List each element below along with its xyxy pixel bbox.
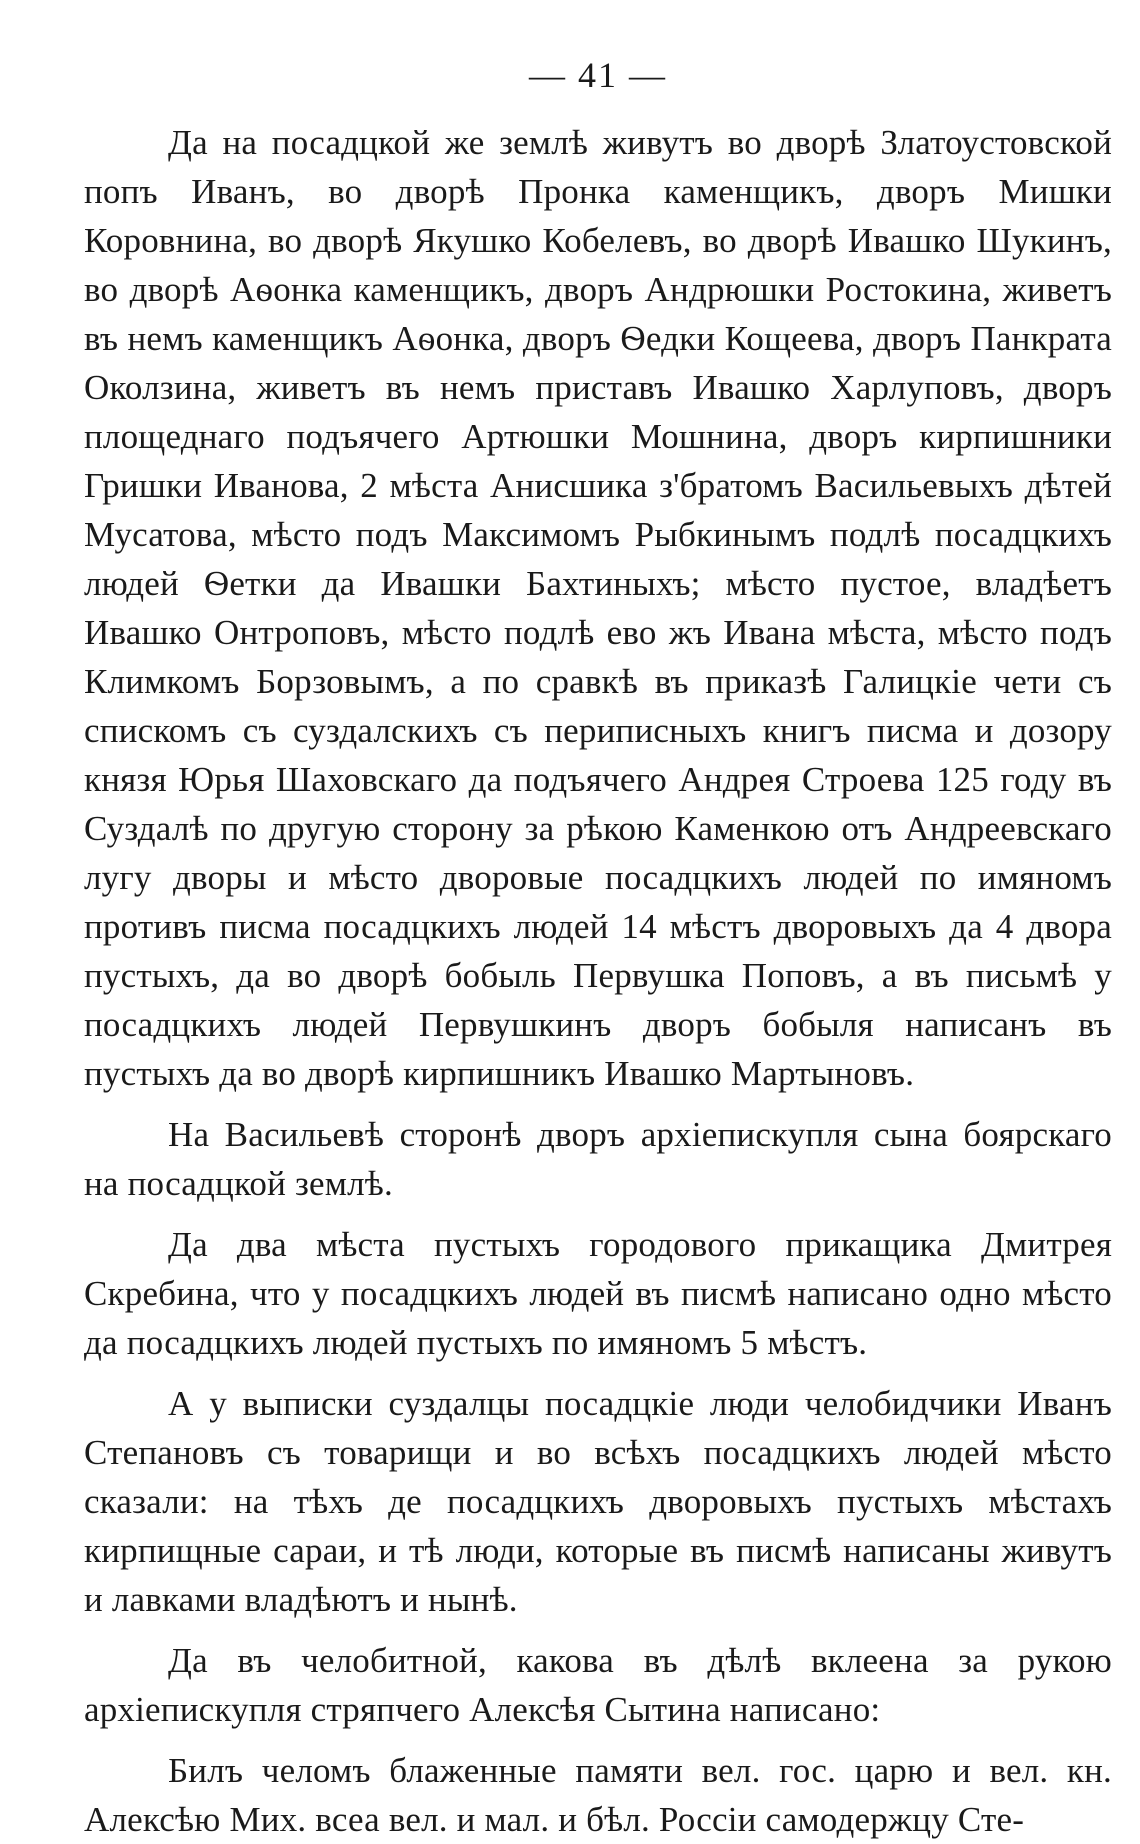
paragraph-4: А у выписки суздалцы посадцкіе люди челобидчики Иванъ Степановъ съ товарищи и во всѣхъ посадцкихъ людей мѣсто сказали: на тѣхъ де посадцкихъ дворовыхъ пустыхъ мѣстахъ кирпищные сараи, и тѣ люди, которые въ писмѣ написаны живутъ и лавками владѣютъ и нынѣ. [84,1384,1112,1619]
paragraph-6: Билъ челомъ блаженные памяти вел. гос. царю и вел. кн. Алексѣю Мих. всеа вел. и мал. и бѣл. Россіи самодержцу Сте- [84,1751,1112,1839]
document-page [84,50,1112,1844]
paragraph-3: Да два мѣста пустыхъ городового прикащика Дмитрея Скребина, что у посадцкихъ людей въ писмѣ написано одно мѣсто да посадцкихъ людей пустыхъ по имяномъ 5 мѣстъ. [84,1225,1112,1362]
paragraph-5: Да въ челобитной, какова въ дѣлѣ вклеена за рукою архіепискупля стряпчего Алексѣя Сытина написано: [84,1641,1112,1729]
paragraph-1: Да на посадцкой же землѣ живутъ во дворѣ Златоустовской попъ Иванъ, во дворѣ Пронка каменщикъ, дворъ Мишки Коровнина, во дворѣ Якушко Кобелевъ, во дворѣ Ивашко Шукинъ, во дворѣ Аѳонка каменщикъ, дворъ Андрюшки Ростокина, живетъ въ немъ каменщикъ Аѳонка, дворъ Ѳедки Кощеева, дворъ Панкрата Околзина, живетъ въ немъ приставъ Ивашко Харлуповъ, дворъ площеднаго подъячего Артюшки Мошнина, дворъ кирпишники Гришки Иванова, 2 мѣста Анисшика з'братомъ Васильевыхъ дѣтей Мусатова, мѣсто подъ Максимомъ Рыбкинымъ подлѣ посадцкихъ людей Ѳетки да Ивашки Бахтиныхъ; мѣсто пустое, владѣетъ Ивашко Онтроповъ, мѣсто подлѣ ево жъ Ивана мѣста, мѣсто подъ Климкомъ Борзовымъ, а по сравкѣ въ приказѣ Галицкіе чети съ спискомъ съ суздалскихъ съ периписныхъ книгъ писма и дозору князя Юрья Шаховскаго да подъячего Андрея Строева 125 году въ Суздалѣ по другую сторону за рѣкою Каменкою отъ Андреевскаго лугу дворы и мѣсто дворовые посадцкихъ людей по имяномъ противъ писма посадцкихъ людей 14 мѣстъ дворовыхъ да 4 двора пустыхъ, да во дворѣ бобыль Первушка Поповъ, а въ письмѣ у посадцкихъ людей Первушкинъ дворъ бобыля написанъ въ пустыхъ да во дворѣ кирпишникъ Ивашко Мартыновъ. [84,123,1112,1093]
page-number: — 41 — [529,55,667,95]
paragraph-2: На Васильевѣ сторонѣ дворъ архіепискупля сына боярскаго на посадцкой землѣ. [84,1115,1112,1203]
